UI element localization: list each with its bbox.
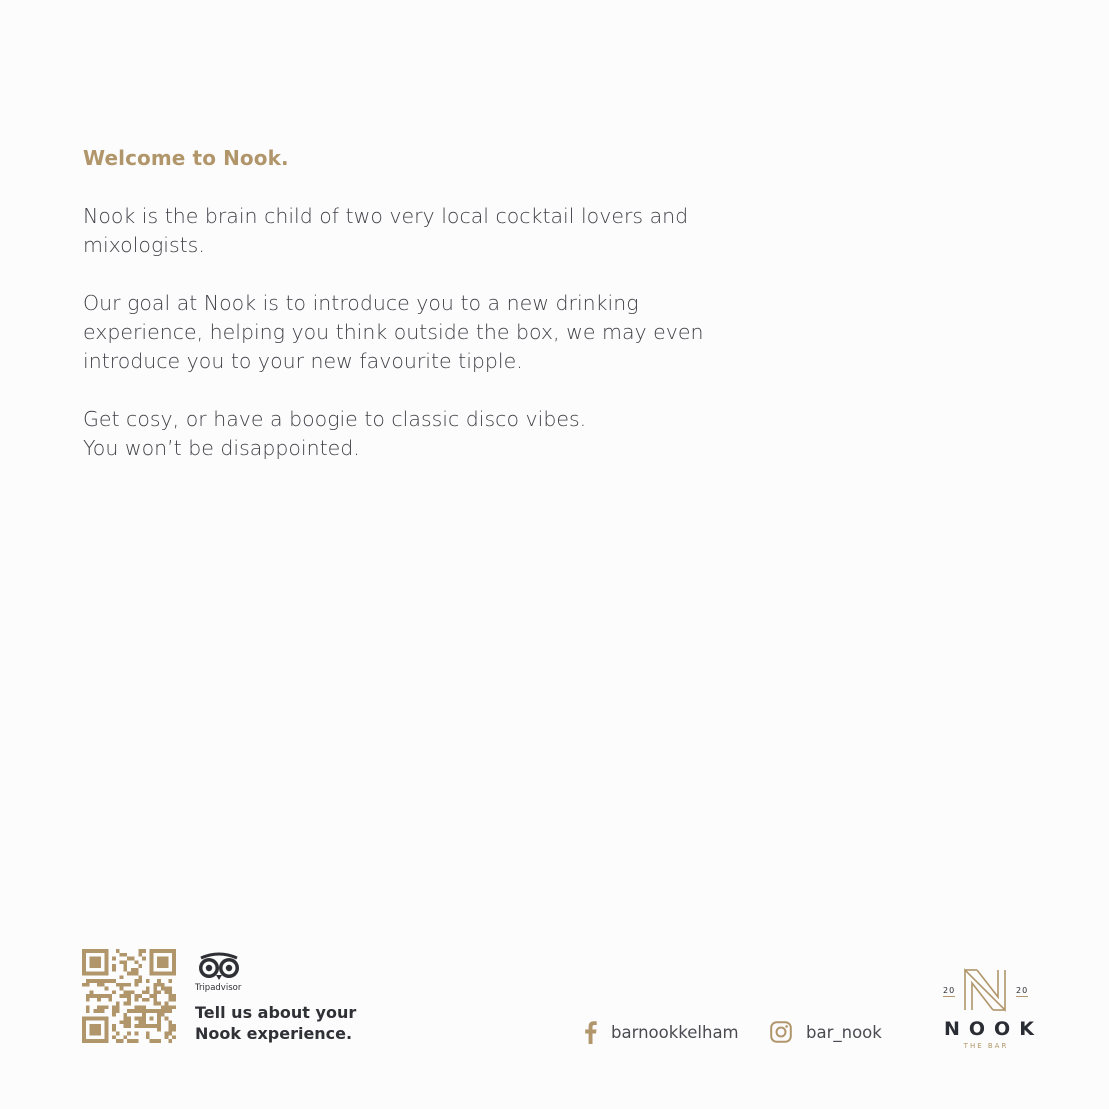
logo-tagline: THE BAR: [963, 1042, 1009, 1050]
instagram-handle: bar_nook: [806, 1022, 882, 1042]
paragraph-intro: [83, 202, 803, 260]
paragraph-line: You won’t be disappointed.: [83, 436, 360, 460]
instagram-icon: [770, 1021, 792, 1043]
logo-year-left: 20: [943, 986, 956, 995]
paragraph-line: Nook is the brain child of two very local cocktail lovers and: [83, 204, 689, 228]
nook-logo: [935, 968, 1043, 1050]
paragraph-line: experience, helping you think outside the box, we may even: [83, 320, 704, 344]
review-prompt: [195, 1002, 356, 1044]
facebook-handle: barnookkelham: [611, 1022, 739, 1042]
paragraph-goal: [83, 289, 803, 376]
facebook-link[interactable]: [584, 1019, 739, 1045]
tripadvisor-owl-icon: [195, 951, 243, 981]
qr-code[interactable]: [82, 949, 176, 1043]
tripadvisor-wordmark: Tripadvisor: [195, 983, 242, 993]
paragraph-line: Get cosy, or have a boogie to classic disco vibes.: [83, 407, 587, 431]
paragraph-line: mixologists.: [83, 233, 205, 257]
instagram-link[interactable]: [770, 1019, 882, 1045]
logo-name: NOOK: [944, 1018, 1043, 1040]
nook-monogram-icon: [963, 968, 1007, 1012]
paragraph-vibes: [83, 405, 803, 463]
paragraph-line: Our goal at Nook is to introduce you to a new drinking: [83, 291, 639, 315]
logo-year-right: 20: [1016, 986, 1029, 995]
paragraph-line: introduce you to your new favourite tipple.: [83, 349, 523, 373]
tripadvisor-badge[interactable]: [195, 951, 243, 993]
review-line-1: Tell us about your: [195, 1003, 357, 1022]
welcome-title: Welcome to Nook.: [83, 146, 289, 170]
review-line-2: Nook experience.: [195, 1024, 353, 1043]
facebook-icon: [584, 1020, 597, 1044]
welcome-section: [83, 144, 803, 492]
